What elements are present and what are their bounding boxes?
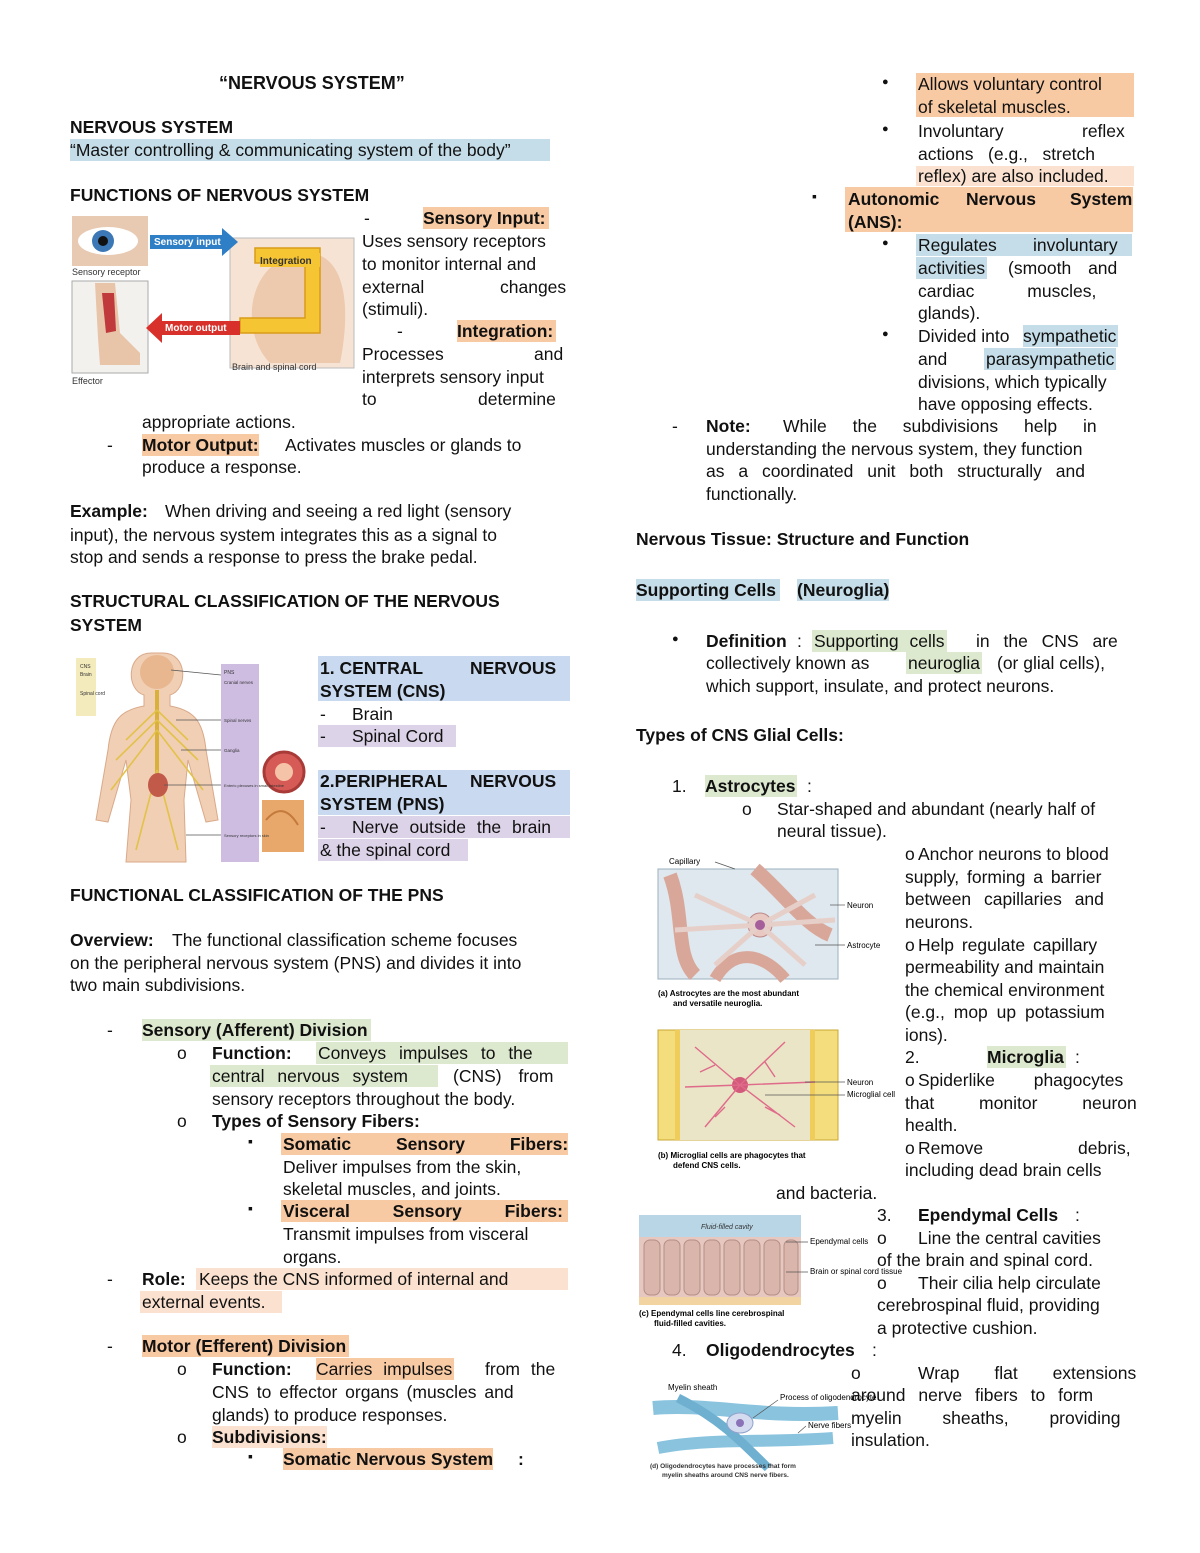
definition-l3: which support, insulate, and protect neurons. <box>706 676 1055 696</box>
regulates-l1a: Regulates <box>918 235 997 255</box>
astro-colon: : <box>807 776 812 796</box>
fig-c-ependymal: Ependymal cells <box>810 1237 869 1246</box>
support-heading-b: (Neuroglia) <box>797 580 890 600</box>
astro-number: 1. <box>672 776 687 796</box>
voluntary-l2: of skeletal muscles. <box>918 97 1071 117</box>
astrocyte-figure <box>655 855 895 1010</box>
note-label: Note: <box>706 416 751 436</box>
astro-a2: neural tissue). <box>777 821 887 841</box>
involuntary-l2: actions (e.g., stretch <box>918 144 1096 164</box>
somatic-l1: Deliver impulses from the skin, <box>283 1157 522 1177</box>
divided-l2a: and <box>918 349 948 369</box>
pns-heading-b: NERVOUS <box>470 771 557 791</box>
cns-heading-2: SYSTEM (CNS) <box>320 681 446 701</box>
definition-l2a: collectively known as <box>706 653 870 673</box>
overview-label: Overview: <box>70 930 154 950</box>
fig1-integration-label: Integration <box>260 256 312 267</box>
regulates-l2b: (smooth and <box>1008 258 1118 278</box>
astrocytes-label: Astrocytes <box>705 776 796 796</box>
fig2-pns-label: PNS <box>224 670 235 676</box>
ans-l2: (ANS): <box>848 212 903 232</box>
fig-a-caption-1: (a) Astrocytes are the most abundant <box>658 989 800 998</box>
fig-b-neuron: Neuron <box>847 1078 874 1087</box>
voluntary-l1: Allows voluntary control <box>918 74 1102 94</box>
bullet-o: o <box>742 799 752 819</box>
sensory-line-1: Uses sensory receptors <box>362 231 546 251</box>
oligo-a1: Wrap flat extensions <box>918 1363 1137 1383</box>
epen-b1: Their cilia help circulate <box>918 1273 1101 1293</box>
structural-heading-2: SYSTEM <box>70 615 142 635</box>
pns-nerve-text-2: & the spinal cord <box>320 840 451 860</box>
epen-a1: Line the central cavities <box>918 1228 1101 1248</box>
afferent-function-l1: Conveys impulses to the <box>318 1043 533 1063</box>
ans-l1b: Nervous <box>966 189 1037 209</box>
fig2-spinal-nerves-label: Spinal nerves <box>224 718 252 723</box>
example-line-3: stop and sends a response to press the brake pedal. <box>70 547 478 567</box>
fig-c-caption-1: (c) Ependymal cells line cerebrospinal <box>639 1309 785 1318</box>
note-l2: understanding the nervous system, they function <box>706 439 1083 459</box>
micro-number: 2. <box>905 1047 920 1067</box>
visceral-l1: Transmit impulses from visceral <box>283 1224 529 1244</box>
fig2-cranial-label: Cranial nerves <box>224 680 254 685</box>
page-title: “NERVOUS SYSTEM” <box>219 73 405 93</box>
ns-definition: “Master controlling & communicating system of the body” <box>70 139 550 161</box>
somatic-ns-label: Somatic Nervous System <box>283 1449 494 1469</box>
micro-colon: : <box>1075 1047 1080 1067</box>
fig-b-caption-1: (b) Microglial cells are phagocytes that <box>658 1151 806 1160</box>
astro-c2: permeability and maintain <box>905 957 1105 977</box>
motor-output-label: Motor Output: <box>142 435 259 455</box>
cns-heading-a: 1. CENTRAL <box>320 658 424 678</box>
bullet-square: ▪ <box>248 1133 253 1149</box>
note-l1: While the subdivisions help in <box>783 416 1097 436</box>
fig-d-process: Process of oligodendrocyte <box>780 1393 877 1402</box>
somatic-sensory-label: Somatic Sensory Fibers: <box>283 1134 569 1154</box>
overview-line-2: on the peripheral nervous system (PNS) and divides it into <box>70 953 522 973</box>
fig-c-brain: Brain or spinal cord tissue <box>810 1267 903 1276</box>
astro-c4: (e.g., mop up potassium <box>905 1002 1105 1022</box>
role-label: Role: <box>142 1269 186 1289</box>
structural-heading: STRUCTURAL CLASSIFICATION OF THE NERVOUS <box>70 591 500 611</box>
astro-b3: between capillaries and <box>905 889 1104 909</box>
functions-heading: FUNCTIONS OF NERVOUS SYSTEM <box>70 185 370 205</box>
afferent-function-l2b: (CNS) from <box>453 1066 554 1086</box>
astro-b1: Anchor neurons to blood <box>918 844 1109 864</box>
cns-brain: Brain <box>352 704 393 724</box>
fig-c-caption-2: fluid-filled cavities. <box>654 1319 727 1328</box>
sensory-input-label: Sensory Input: <box>423 207 549 229</box>
epen-a2: of the brain and spinal cord. <box>877 1250 1093 1270</box>
micro-b2: including dead brain cells <box>905 1160 1102 1180</box>
functions-figure <box>70 213 356 388</box>
fig-b-microglial: Microglial cell <box>847 1090 896 1099</box>
bullet-o: o <box>851 1363 861 1383</box>
regulates-l3: cardiac muscles, <box>918 281 1097 301</box>
integration-line-4: appropriate actions. <box>142 412 296 432</box>
epen-colon: : <box>1075 1205 1080 1225</box>
micro-b1: Remove debris, <box>918 1138 1131 1158</box>
bullet-dot: ● <box>882 237 889 249</box>
cns-spinal-cord: Spinal Cord <box>352 726 444 746</box>
involuntary-l1a: Involuntary <box>918 121 1004 141</box>
role-l2: external events. <box>142 1292 266 1312</box>
dash-marker: - <box>397 321 403 341</box>
pns-heading-a: 2.PERIPHERAL <box>320 771 448 791</box>
fig-d-fibers: Nerve fibers <box>808 1421 852 1430</box>
divided-l3: divisions, which typically <box>918 372 1107 392</box>
ependymal-figure <box>636 1212 903 1332</box>
dash-marker: - <box>107 1269 113 1289</box>
cns-heading-b: NERVOUS <box>470 658 557 678</box>
oligo-a4: insulation. <box>851 1430 930 1450</box>
fig2-brain-label: Brain <box>80 672 92 678</box>
note-l4: functionally. <box>706 484 798 504</box>
fig-c-fluid: Fluid-filled cavity <box>701 1224 753 1231</box>
fig2-enteric-label: Enteric plexuses in small intestine <box>224 783 285 788</box>
divided-l4: have opposing effects. <box>918 394 1093 414</box>
ependymal-label: Ependymal Cells <box>918 1205 1059 1225</box>
involuntary-l1b: reflex <box>1082 121 1125 141</box>
integration-line-1a: Processes <box>362 344 444 364</box>
bullet-o: o <box>877 1273 887 1293</box>
motor-output-text: Activates muscles or glands to <box>285 435 522 455</box>
integration-line-3b: determine <box>478 389 556 409</box>
dash-marker: - <box>672 416 678 436</box>
fig-b-caption-2: defend CNS cells. <box>673 1161 741 1170</box>
sensory-line-3a: external <box>362 277 425 297</box>
integration-line-1b: and <box>534 344 564 364</box>
astro-c3: the chemical environment <box>905 980 1105 1000</box>
fig-d-myelin: Myelin sheath <box>668 1383 718 1392</box>
definition-label: Definition <box>706 631 787 651</box>
bullet-dot: ● <box>882 76 889 88</box>
bullet-dot: ● <box>882 328 889 340</box>
fig-a-neuron: Neuron <box>847 901 874 910</box>
dash-marker: - <box>107 1020 113 1040</box>
definition-l1c: in the CNS are <box>976 631 1118 651</box>
bullet-o: o <box>877 1228 887 1248</box>
ans-l1c: System <box>1070 189 1133 209</box>
fig2-spinal-label: Spinal cord <box>80 691 106 697</box>
fig2-ganglia-label: Ganglia <box>224 748 240 753</box>
definition-l2c: (or glial cells), <box>997 653 1105 673</box>
bullet-o: o <box>177 1111 187 1131</box>
dash-marker: - <box>320 726 326 746</box>
definition-colon: : <box>797 631 802 651</box>
pns-heading-2: SYSTEM (PNS) <box>320 794 445 814</box>
bullet-o: o <box>905 1138 915 1158</box>
micro-a1: Spiderlike phagocytes <box>918 1070 1124 1090</box>
bullet-dot: ● <box>882 123 889 135</box>
efferent-function-l3: glands) to produce responses. <box>212 1405 448 1425</box>
example-label: Example: <box>70 501 148 521</box>
regulates-l4: glands). <box>918 303 981 323</box>
glial-types-heading: Types of CNS Glial Cells: <box>636 725 844 745</box>
fig-d-caption-1: (d) Oligodendrocytes have processes that form <box>650 1463 796 1470</box>
ns-heading: NERVOUS SYSTEM <box>70 117 234 137</box>
dash-marker: - <box>107 1336 113 1356</box>
pns-nerve-text: Nerve outside the brain <box>352 817 551 837</box>
efferent-function-label: Function: <box>212 1359 292 1379</box>
dash-marker: - <box>364 208 370 228</box>
bullet-o: o <box>905 844 915 864</box>
efferent-function-l1a: Carries impulses <box>316 1359 453 1379</box>
dash-marker: - <box>107 435 113 455</box>
afferent-function-l2a: central nervous system <box>212 1066 408 1086</box>
bullet-square: ▪ <box>248 1448 253 1464</box>
fig2-sensory-label: Sensory receptors in skin <box>224 833 269 838</box>
divided-l1a: Divided into <box>918 326 1010 346</box>
astro-c1: Help regulate capillary <box>918 935 1098 955</box>
oligo-colon: : <box>872 1340 877 1360</box>
micro-a3: health. <box>905 1115 958 1135</box>
oligo-number: 4. <box>672 1340 687 1360</box>
regulates-l2a: activities <box>918 258 986 278</box>
bullet-o: o <box>177 1043 187 1063</box>
fig1-brain-label: Brain and spinal cord <box>232 362 317 372</box>
bullet-o: o <box>905 935 915 955</box>
integration-line-2: interprets sensory input <box>362 367 544 387</box>
fig1-sensory-receptor-label: Sensory receptor <box>72 267 141 277</box>
subdivisions-label: Subdivisions: <box>212 1427 327 1447</box>
dash-marker: - <box>320 704 326 724</box>
bullet-o: o <box>177 1359 187 1379</box>
astro-c5: ions). <box>905 1025 948 1045</box>
bullet-dot: ● <box>672 633 679 645</box>
sensory-fibers-label: Types of Sensory Fibers: <box>212 1111 420 1131</box>
dash-marker: - <box>320 817 326 837</box>
fig1-sensory-input-label: Sensory input <box>154 237 221 248</box>
somatic-l2: skeletal muscles, and joints. <box>283 1179 501 1199</box>
bullet-square: ▪ <box>812 188 817 204</box>
example-line-2: input), the nervous system integrates this as a signal to <box>70 525 498 545</box>
fig1-motor-output-label: Motor output <box>165 323 227 334</box>
epen-number: 3. <box>877 1205 892 1225</box>
regulates-l1b: involuntary <box>1033 235 1118 255</box>
micro-a2: that monitor neuron <box>905 1093 1137 1113</box>
bullet-square: ▪ <box>248 1200 253 1216</box>
example-line-1: When driving and seeing a red light (sensory <box>165 501 512 521</box>
sensory-line-4: (stimuli). <box>362 299 429 319</box>
afferent-function-l3: sensory receptors throughout the body. <box>212 1089 516 1109</box>
divided-l1b: sympathetic <box>1023 326 1117 346</box>
divided-l2b: parasympathetic <box>986 349 1115 369</box>
afferent-heading: Sensory (Afferent) Division <box>142 1019 371 1041</box>
microglia-label: Microglia <box>987 1047 1064 1067</box>
functional-heading: FUNCTIONAL CLASSIFICATION OF THE PNS <box>70 885 444 905</box>
microglia-figure <box>655 1027 895 1172</box>
oligodendrocyte-figure <box>648 1378 877 1480</box>
astro-a1: Star-shaped and abundant (nearly half of <box>777 799 1096 819</box>
support-heading-a: Supporting Cells <box>636 579 780 601</box>
fig2-cns-label: CNS <box>80 664 91 670</box>
sensory-line-3b: changes <box>500 277 567 297</box>
somatic-ns-colon: : <box>518 1449 524 1469</box>
bullet-o: o <box>177 1427 187 1447</box>
overview-line-1: The functional classification scheme focuses <box>172 930 518 950</box>
motor-output-text-2: produce a response. <box>142 457 302 477</box>
fig-d-caption-2: myelin sheaths around CNS nerve fibers. <box>662 1472 789 1479</box>
fig-a-astrocyte: Astrocyte <box>847 941 881 950</box>
oligodendrocytes-label: Oligodendrocytes <box>706 1340 855 1360</box>
bullet-o: o <box>905 1070 915 1090</box>
involuntary-l3: reflex) are also included. <box>918 166 1109 186</box>
integration-label: Integration: <box>457 320 556 342</box>
astro-b4: neurons. <box>905 912 974 932</box>
afferent-function-label: Function: <box>212 1043 292 1063</box>
sensory-line-2: to monitor internal and <box>362 254 537 274</box>
epen-b2: cerebrospinal fluid, providing <box>877 1295 1100 1315</box>
micro-b3: and bacteria. <box>776 1183 878 1203</box>
efferent-function-l1b: from the <box>485 1359 556 1379</box>
nervous-system-body-figure <box>66 650 312 864</box>
definition-supporting: Supporting cells <box>814 631 945 651</box>
oligo-a3: myelin sheaths, providing <box>851 1408 1121 1428</box>
note-l3: as a coordinated unit both structurally and <box>706 461 1085 481</box>
ans-l1a: Autonomic <box>848 189 940 209</box>
overview-line-3: two main subdivisions. <box>70 975 246 995</box>
visceral-l2: organs. <box>283 1247 342 1267</box>
integration-line-3a: to <box>362 389 377 409</box>
tissue-heading: Nervous Tissue: Structure and Function <box>636 529 970 549</box>
fig-a-capillary: Capillary <box>669 857 701 866</box>
definition-neuroglia: neuroglia <box>908 653 980 673</box>
efferent-function-l2: CNS to effector organs (muscles and <box>212 1382 514 1402</box>
visceral-sensory-label: Visceral Sensory Fibers: <box>283 1201 563 1221</box>
fig1-effector-label: Effector <box>72 376 103 386</box>
role-l1: Keeps the CNS informed of internal and <box>199 1269 509 1289</box>
oligo-a2: around nerve fibers to form <box>851 1385 1094 1405</box>
epen-b3: a protective cushion. <box>877 1318 1038 1338</box>
efferent-heading: Motor (Efferent) Division <box>142 1335 349 1357</box>
fig-a-caption-2: and versatile neuroglia. <box>673 999 763 1008</box>
astro-b2: supply, forming a barrier <box>905 867 1102 887</box>
